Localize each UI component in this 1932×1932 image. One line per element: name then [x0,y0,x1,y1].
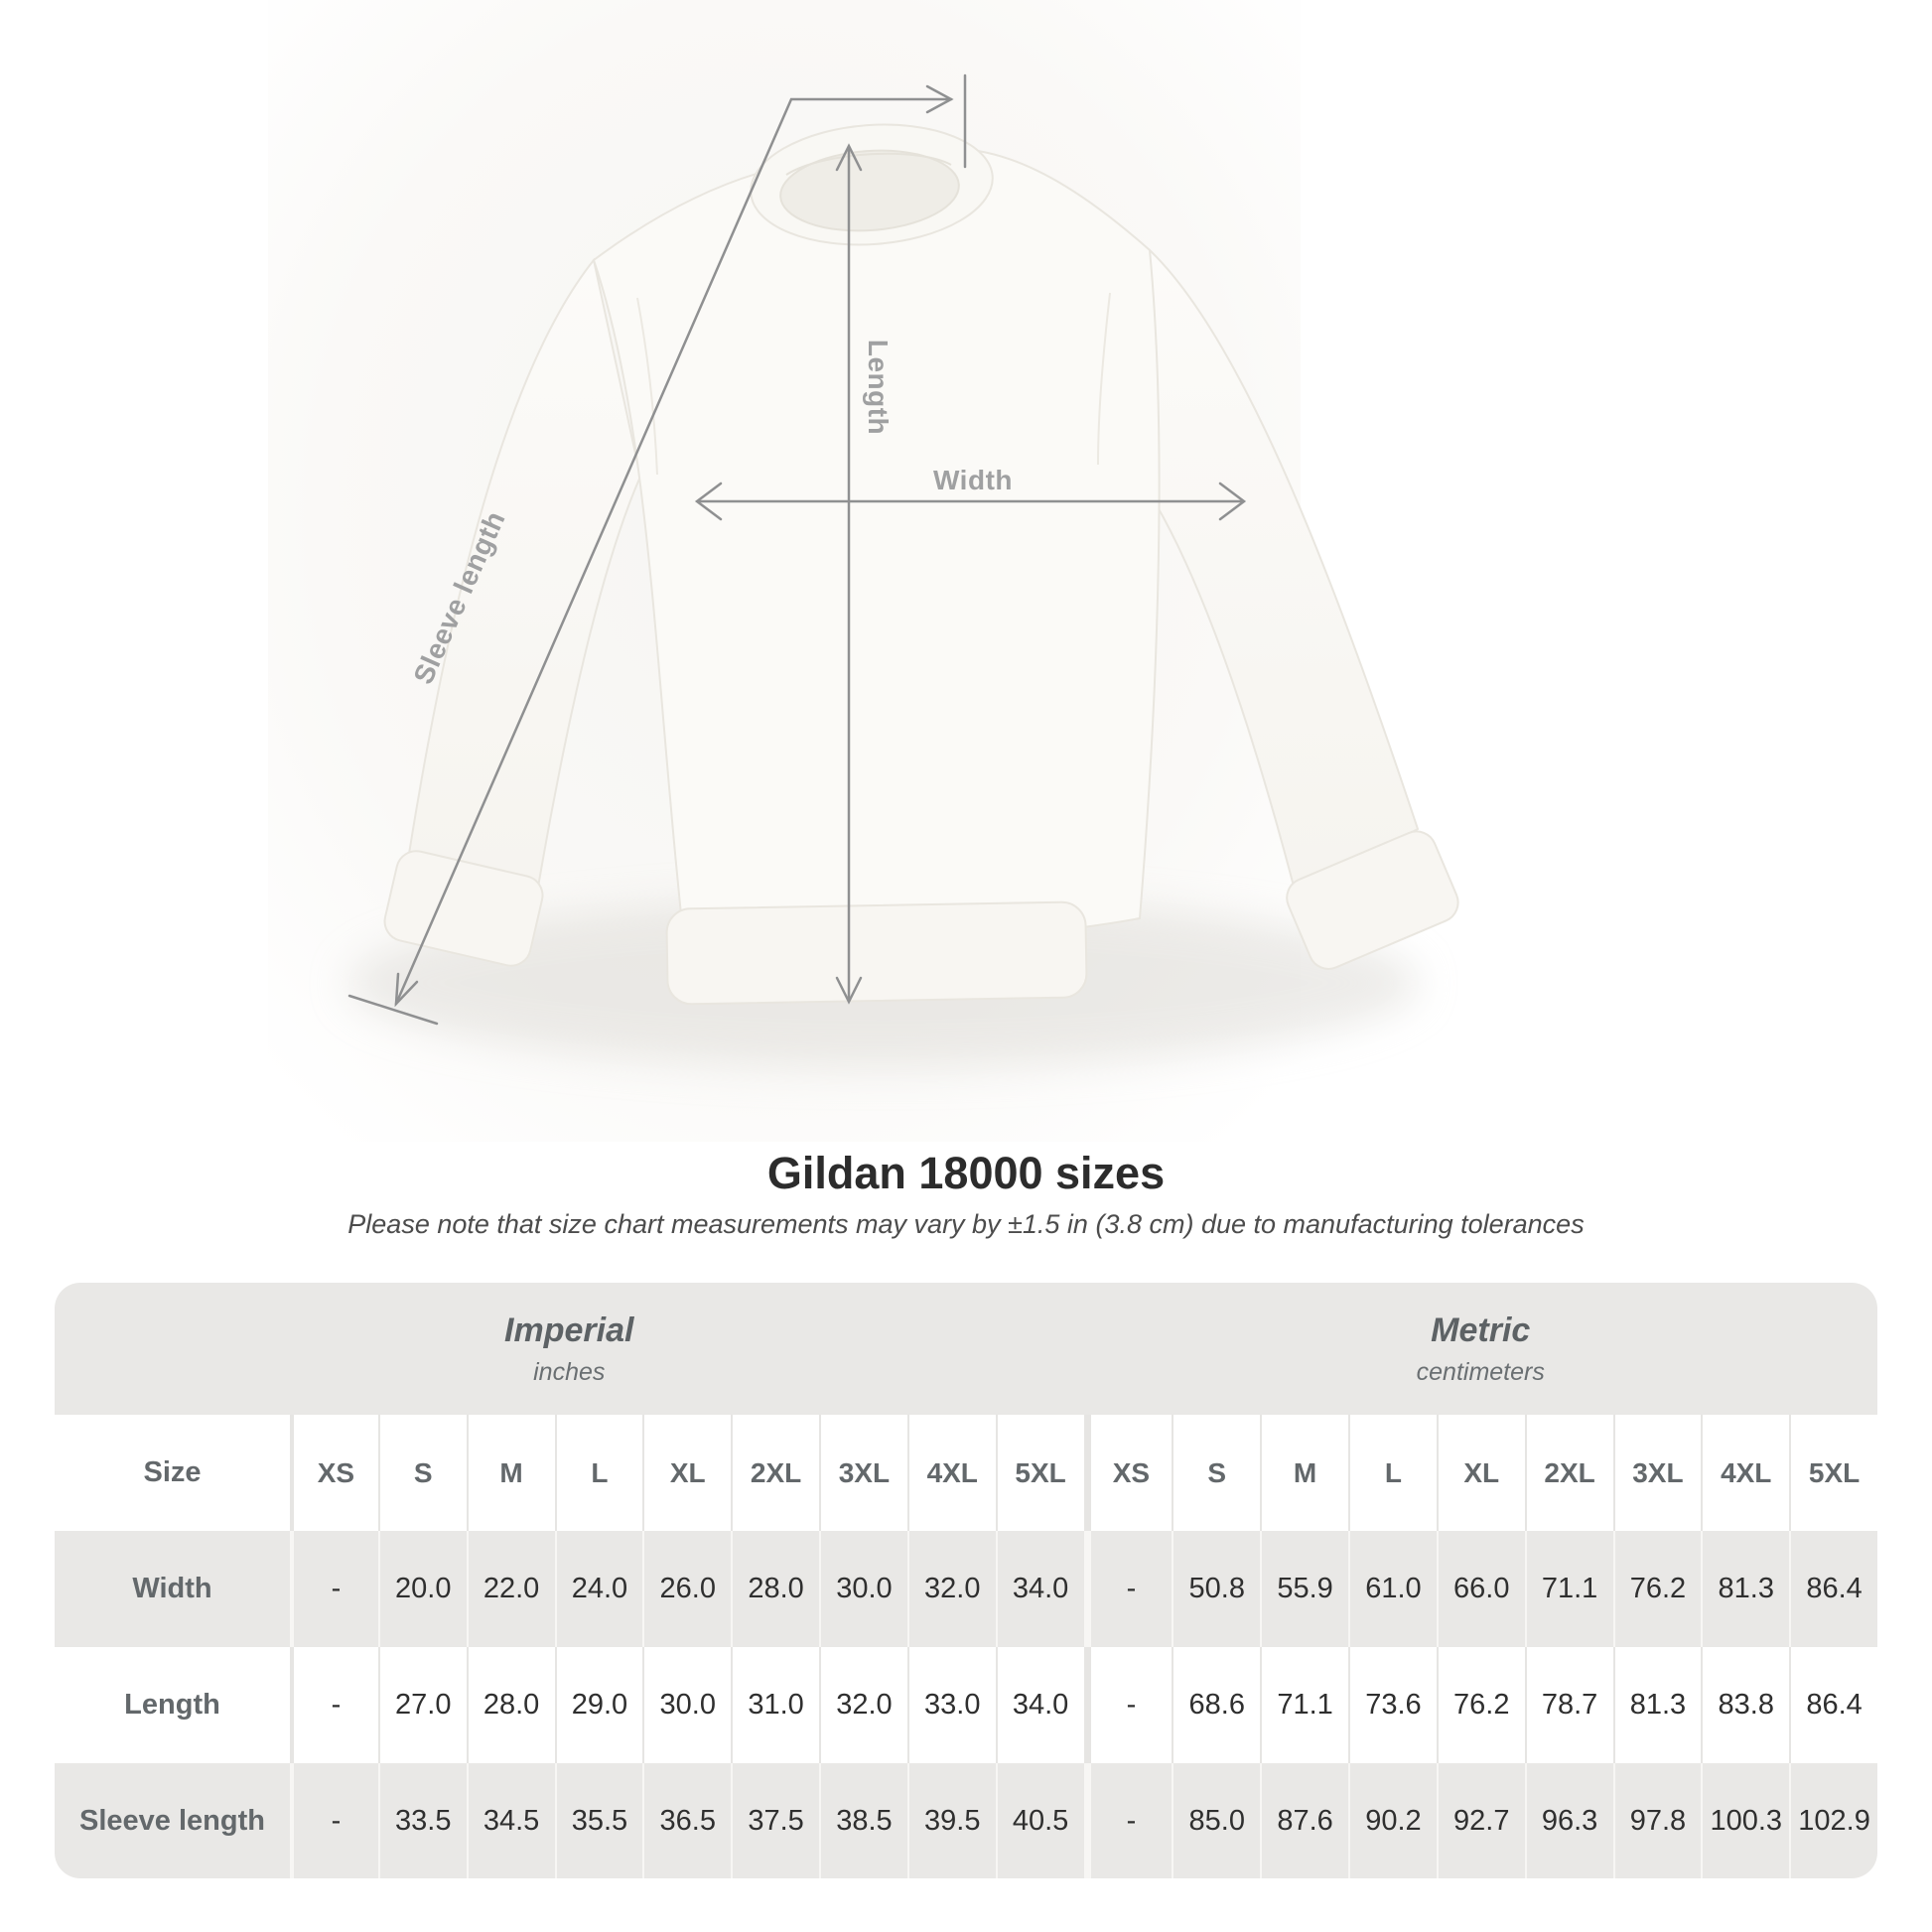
metric-section-header [1084,1283,1878,1415]
table-cell: 92.7 [1437,1763,1525,1878]
table-cell: 31.0 [731,1647,819,1763]
length-measure-label: Length [863,339,894,436]
table-cell: 32.0 [819,1647,907,1763]
size-head: 3XL [819,1415,907,1531]
sleeve-length-measure-label: Sleeve length [407,506,511,689]
table-cell: 102.9 [1789,1763,1877,1878]
table-cell: 36.5 [642,1763,731,1878]
table-cell: 30.0 [642,1647,731,1763]
body [594,148,1160,941]
row-label-width: Width [55,1531,290,1647]
size-head: 2XL [731,1415,819,1531]
table-cell: 71.1 [1525,1531,1613,1647]
table-cell: - [1084,1531,1173,1647]
table-cell: 87.6 [1260,1763,1348,1878]
size-head: M [467,1415,555,1531]
size-head: L [1348,1415,1437,1531]
table-cell: - [290,1531,378,1647]
metric-title: Metric [1431,1311,1531,1349]
size-head: XL [642,1415,731,1531]
size-head: 2XL [1525,1415,1613,1531]
table-cell: 55.9 [1260,1531,1348,1647]
hem-band [666,901,1087,1004]
imperial-section-header [55,1283,1084,1415]
table-cell: 39.5 [907,1763,996,1878]
row-label-length: Length [55,1647,290,1763]
table-cell: 28.0 [731,1531,819,1647]
table-cell: 29.0 [555,1647,643,1763]
table-cell: 40.5 [996,1763,1084,1878]
width-measure-label: Width [933,465,1013,495]
table-cell: - [290,1647,378,1763]
size-head: XS [290,1415,378,1531]
table-cell: 27.0 [378,1647,467,1763]
table-cell: 28.0 [467,1647,555,1763]
table-cell: 76.2 [1437,1647,1525,1763]
size-head: 4XL [1701,1415,1789,1531]
table-cell: 81.3 [1701,1531,1789,1647]
size-head: S [378,1415,467,1531]
size-head: XL [1437,1415,1525,1531]
table-cell: 24.0 [555,1531,643,1647]
size-head: XS [1084,1415,1173,1531]
size-head: 5XL [996,1415,1084,1531]
table-cell: 30.0 [819,1531,907,1647]
imperial-unit: inches [533,1357,606,1386]
table-cell: 86.4 [1789,1647,1877,1763]
table-cell: 86.4 [1789,1531,1877,1647]
table-cell: - [290,1763,378,1878]
table-cell: 26.0 [642,1531,731,1647]
table-cell: 96.3 [1525,1763,1613,1878]
tolerance-note: Please note that size chart measurements may vary by ±1.5 in (3.8 cm) due to manufacturing tolerances [347,1209,1585,1239]
table-cell: 37.5 [731,1763,819,1878]
table-cell: 20.0 [378,1531,467,1647]
table-cell: 73.6 [1348,1647,1437,1763]
table-cell: 68.6 [1172,1647,1260,1763]
table-cell: 71.1 [1260,1647,1348,1763]
table-cell: 66.0 [1437,1531,1525,1647]
size-head: 5XL [1789,1415,1877,1531]
table-cell: - [1084,1647,1173,1763]
size-head: S [1172,1415,1260,1531]
table-cell: 32.0 [907,1531,996,1647]
table-cell: 50.8 [1172,1531,1260,1647]
size-head: M [1260,1415,1348,1531]
table-cell: 22.0 [467,1531,555,1647]
table-cell: 34.0 [996,1531,1084,1647]
size-head: 3XL [1613,1415,1702,1531]
size-head: 4XL [907,1415,996,1531]
table-cell: 100.3 [1701,1763,1789,1878]
table-cell: 33.5 [378,1763,467,1878]
table-cell: 61.0 [1348,1531,1437,1647]
table-cell: 34.0 [996,1647,1084,1763]
table-cell: 85.0 [1172,1763,1260,1878]
imperial-title: Imperial [504,1311,634,1349]
size-table [55,1283,1877,1878]
table-cell: 33.0 [907,1647,996,1763]
page-title: Gildan 18000 sizes [766,1148,1166,1198]
table-cell: 83.8 [1701,1647,1789,1763]
size-head: L [555,1415,643,1531]
row-label-sleeve-length: Sleeve length [55,1763,290,1878]
table-cell: 34.5 [467,1763,555,1878]
table-cell: 97.8 [1613,1763,1702,1878]
table-cell: 90.2 [1348,1763,1437,1878]
table-cell: 38.5 [819,1763,907,1878]
table-cell: 35.5 [555,1763,643,1878]
metric-unit: centimeters [1416,1357,1545,1386]
table-cell: 78.7 [1525,1647,1613,1763]
size-column-header: Size [55,1415,290,1531]
table-cell: 81.3 [1613,1647,1702,1763]
table-cell: 76.2 [1613,1531,1702,1647]
table-cell: - [1084,1763,1173,1878]
